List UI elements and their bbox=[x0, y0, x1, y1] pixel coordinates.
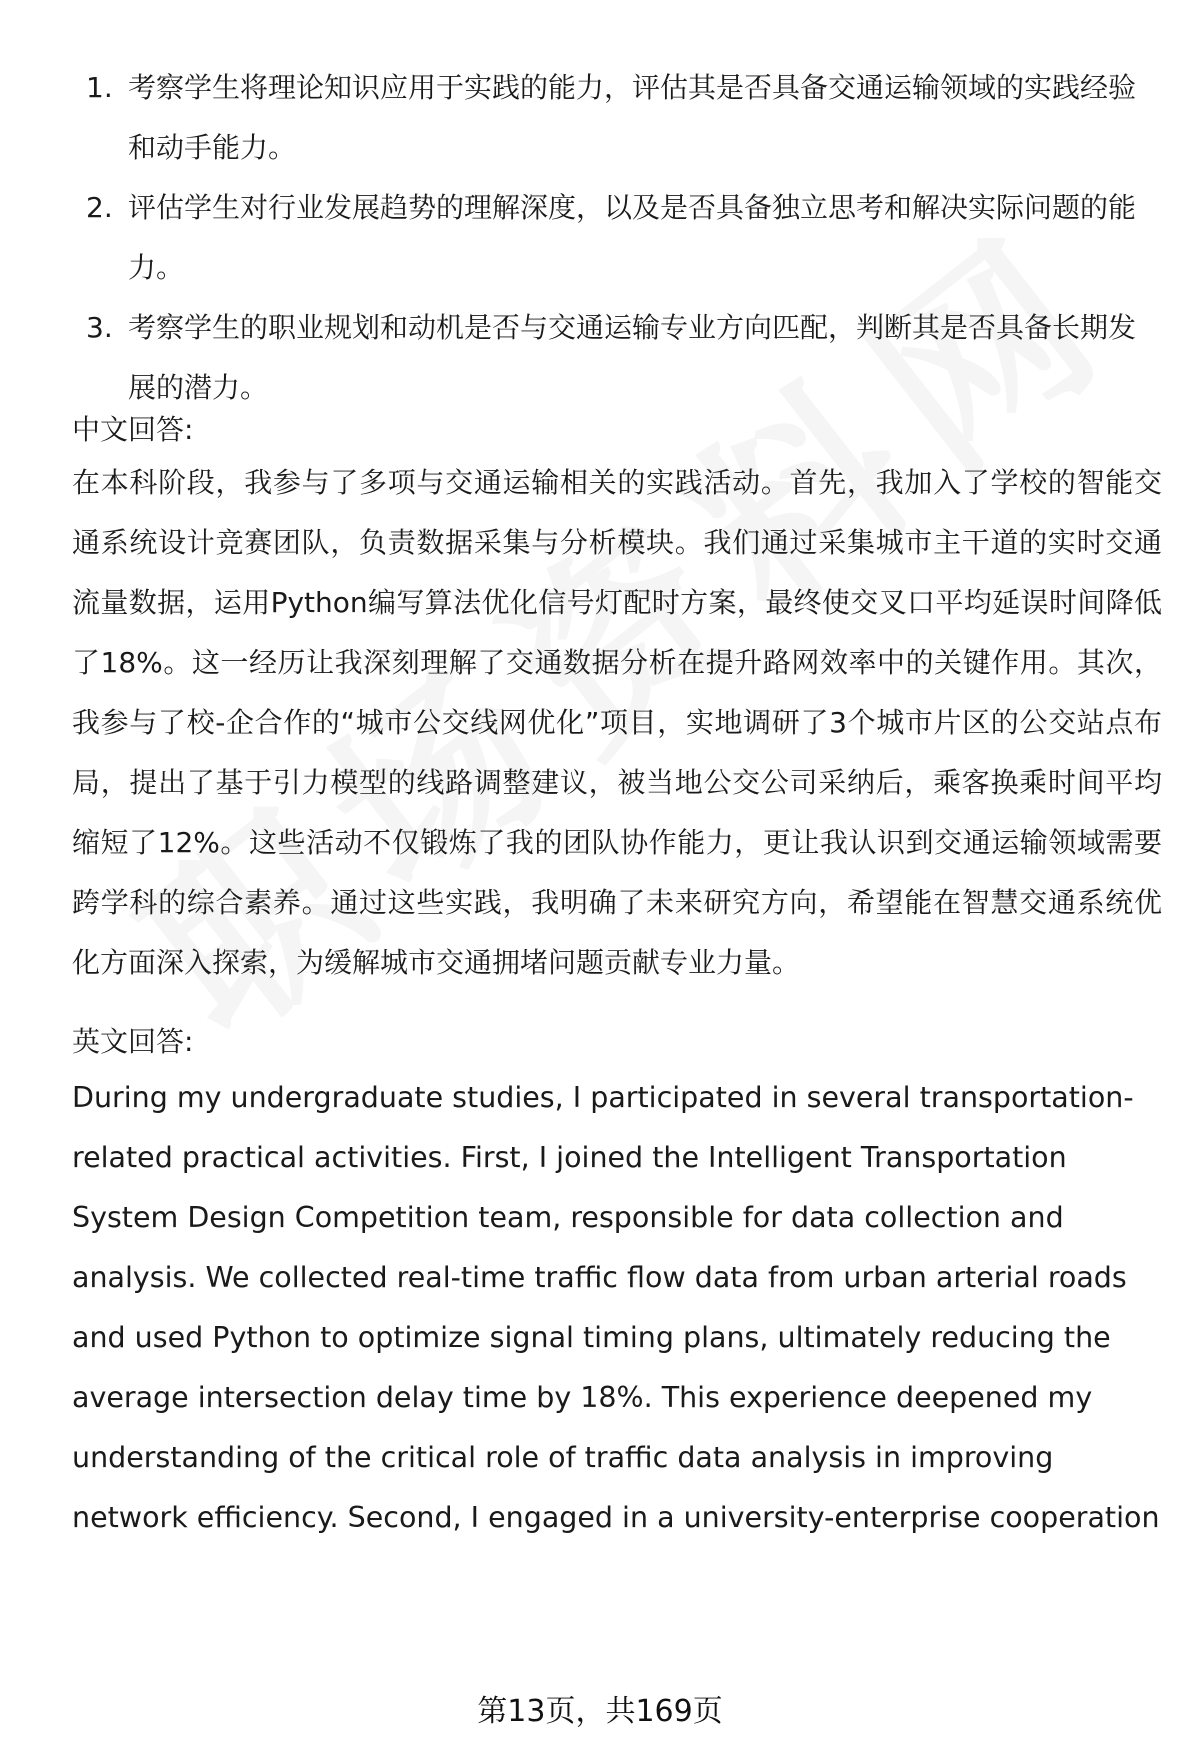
list-item-number: 2. bbox=[86, 191, 113, 224]
english-answer-label: 英文回答: bbox=[72, 1025, 194, 1058]
evaluation-criteria-list bbox=[72, 58, 1150, 418]
chinese-answer-label: 中文回答: bbox=[72, 413, 194, 446]
chinese-answer-text: 在本科阶段，我参与了多项与交通运输相关的实践活动。首先，我加入了学校的智能交通系统设计竞赛团队，负责数据采集与分析模块。我们通过采集城市主干道的实时交通流量数据，运用Python编写算法优化信号灯配时方案，最终使交叉口平均延误时间降低了18%。这一经历让我深刻理解了交通数据分析在提升路网效率中的关键作用。其次，我参与了校-企合作的“城市公交线网优化”项目，实地调研了3个城市片区的公交站点布局，提出了基于引力模型的线路调整建议，被当地公交公司采纳后，乘客换乘时间平均缩短了12%。这些活动不仅锻炼了我的团队协作能力，更让我认识到交通运输领域需要跨学科的综合素养。通过这些实践，我明确了未来研究方向，希望能在智慧交通系统优化方面深入探索，为缓解城市交通拥堵问题贡献专业力量。 bbox=[72, 466, 1162, 979]
list-item-text: 考察学生将理论知识应用于实践的能力，评估其是否具备交通运输领域的实践经验和动手能力。 bbox=[128, 71, 1137, 164]
list-item-number: 1. bbox=[86, 71, 113, 104]
list-item bbox=[72, 298, 1150, 418]
list-item bbox=[72, 58, 1150, 178]
page-number: 第13页，共169页 bbox=[477, 1694, 723, 1729]
list-item bbox=[72, 178, 1150, 298]
list-item-text: 考察学生的职业规划和动机是否与交通运输专业方向匹配，判断其是否具备长期发展的潜力。 bbox=[128, 311, 1137, 404]
list-item-number: 3. bbox=[86, 311, 113, 344]
list-item-text: 评估学生对行业发展趋势的理解深度，以及是否具备独立思考和解决实际问题的能力。 bbox=[128, 191, 1137, 284]
english-answer-text: During my undergraduate studies, I participated in several transportation-related practical activities. First, I joined the Intelligent Transportation System Design Competition team, responsible for data collection and analysis. We collected real-time traffic flow data from urban arterial roads and used Python to optimize signal timing plans, ultimately reducing the average intersection delay time by 18%. This experience deepened my understanding of the critical role of traffic data analysis in improving network efficiency. Second, I engaged in a university-enterprise cooperation bbox=[72, 1081, 1160, 1534]
